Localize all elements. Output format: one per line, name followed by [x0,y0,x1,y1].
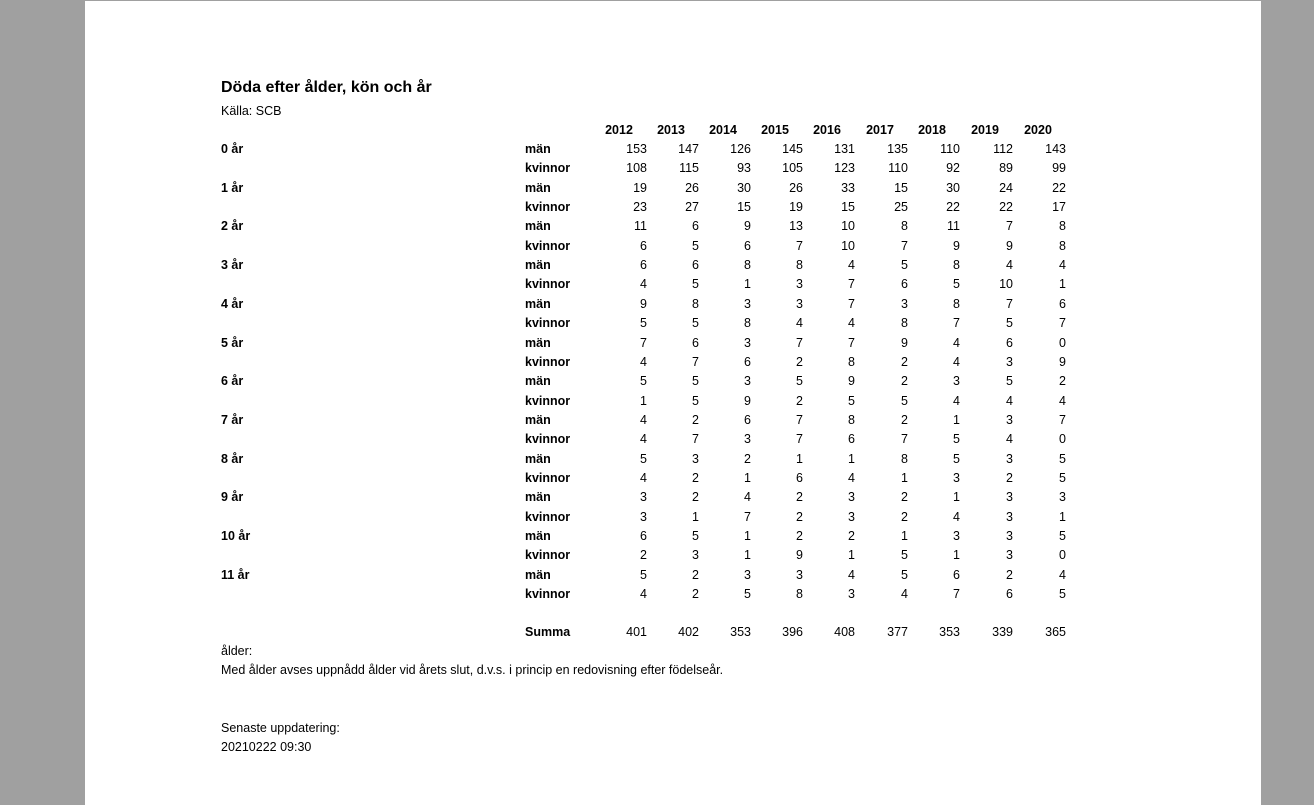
table-cell: 3 [848,490,855,504]
table-cell: 123 [834,161,855,175]
table-cell: 9 [640,297,647,311]
table-cell: 5 [640,452,647,466]
table-cell: 1 [901,471,908,485]
table-cell: 11 [634,219,647,233]
table-cell: 4 [640,277,647,291]
table-cell: 3 [744,432,751,446]
age-label: 5 år [221,336,244,350]
table-cell: 2 [796,529,803,543]
table-cell: 2 [848,529,855,543]
age-label: 1 år [221,181,244,195]
table-cell: 0 [1059,336,1066,350]
sex-label: kvinnor [525,587,571,601]
table-cell: 8 [901,316,908,330]
table-cell: 2 [796,394,803,408]
table-cell: 7 [848,297,855,311]
table-cell: 126 [730,142,751,156]
table-cell: 5 [901,258,908,272]
table-cell: 7 [953,587,960,601]
table-cell: 135 [887,142,908,156]
table-cell: 3 [953,529,960,543]
table-cell: 5 [692,239,699,253]
table-cell: 6 [1006,336,1013,350]
sex-label: kvinnor [525,200,571,214]
sex-label: män [525,219,551,233]
table-cell: 4 [640,432,647,446]
table-cell: 4 [640,413,647,427]
table-cell: 0 [1059,432,1066,446]
table-cell: 110 [940,142,960,156]
table-cell: 8 [1059,219,1066,233]
table-cell: 4 [848,316,855,330]
table-cell: 7 [796,413,803,427]
age-label: 0 år [221,142,244,156]
table-cell: 2 [1006,471,1013,485]
table-cell: 2 [796,355,803,369]
table-cell: 8 [901,452,908,466]
table-cell: 26 [789,181,803,195]
table-cell: 5 [692,316,699,330]
table-cell: 2 [901,355,908,369]
year-header: 2014 [709,123,737,137]
table-cell: 9 [848,374,855,388]
table-cell: 1 [848,452,855,466]
table-cell: 8 [692,297,699,311]
table-cell: 7 [1006,219,1013,233]
table-cell: 1 [901,529,908,543]
table-cell: 9 [953,239,960,253]
summa-cell: 396 [782,625,803,639]
table-cell: 1 [953,413,960,427]
table-cell: 3 [744,336,751,350]
table-cell: 7 [901,432,908,446]
table-cell: 2 [692,413,699,427]
table-cell: 3 [640,510,647,524]
table-cell: 4 [953,394,960,408]
sex-label: kvinnor [525,316,571,330]
table-cell: 6 [953,568,960,582]
updated-value: 20210222 09:30 [221,740,312,754]
table-cell: 5 [640,316,647,330]
age-label: 6 år [221,374,244,388]
table-cell: 153 [626,142,647,156]
table-cell: 1 [744,471,751,485]
sex-label: kvinnor [525,548,571,562]
table-cell: 3 [848,587,855,601]
table-cell: 115 [679,161,699,175]
sex-label: kvinnor [525,239,571,253]
table-cell: 6 [640,239,647,253]
table-cell: 0 [1059,548,1066,562]
table-cell: 5 [692,529,699,543]
table-cell: 1 [848,548,855,562]
table-cell: 2 [692,471,699,485]
table-cell: 3 [1006,529,1013,543]
table-cell: 4 [1059,258,1066,272]
table-cell: 5 [640,374,647,388]
table-cell: 8 [953,258,960,272]
sex-label: män [525,568,551,582]
updated-label: Senaste uppdatering: [221,721,340,735]
table-cell: 2 [901,490,908,504]
table-cell: 4 [901,587,908,601]
document-title: Döda efter ålder, kön och år [221,79,432,96]
table-cell: 19 [789,200,803,214]
table-cell: 3 [1006,510,1013,524]
age-label: 2 år [221,219,244,233]
table-cell: 6 [692,336,699,350]
table-cell: 2 [692,568,699,582]
table-cell: 22 [1052,181,1066,195]
table-cell: 3 [1006,452,1013,466]
table-cell: 5 [1059,529,1066,543]
table-cell: 5 [953,452,960,466]
summa-cell: 402 [678,625,699,639]
table-cell: 30 [737,181,751,195]
table-cell: 7 [796,432,803,446]
sex-label: män [525,336,551,350]
table-cell: 9 [744,219,751,233]
table-cell: 3 [796,297,803,311]
table-cell: 6 [744,413,751,427]
sex-label: kvinnor [525,510,571,524]
table-cell: 5 [692,394,699,408]
table-cell: 22 [999,200,1013,214]
sex-label: kvinnor [525,432,571,446]
table-cell: 8 [953,297,960,311]
table-cell: 7 [796,336,803,350]
year-header: 2016 [813,123,841,137]
summa-cell: 353 [939,625,960,639]
table-cell: 5 [796,374,803,388]
age-label: 8 år [221,452,244,466]
table-cell: 4 [953,510,960,524]
table-cell: 2 [744,452,751,466]
year-header: 2013 [657,123,685,137]
year-header: 2018 [918,123,946,137]
year-header: 2019 [971,123,999,137]
sex-label: män [525,297,551,311]
sex-label: kvinnor [525,471,571,485]
table-cell: 6 [1006,587,1013,601]
document-page [85,1,1261,805]
table-cell: 5 [953,432,960,446]
age-label: 3 år [221,258,244,272]
table-cell: 5 [901,548,908,562]
table-cell: 1 [744,277,751,291]
table-cell: 143 [1045,142,1066,156]
note-text: Med ålder avses uppnådd ålder vid årets slut, d.v.s. i princip en redovisning efter födelseår. [221,663,724,677]
table-cell: 92 [946,161,960,175]
table-cell: 7 [1059,413,1066,427]
sex-label: män [525,181,551,195]
table-cell: 30 [946,181,960,195]
table-cell: 15 [894,181,908,195]
table-cell: 7 [848,336,855,350]
table-cell: 4 [640,587,647,601]
table-cell: 110 [888,161,908,175]
table-cell: 15 [841,200,855,214]
table-cell: 1 [953,490,960,504]
table-cell: 6 [1059,297,1066,311]
summa-cell: 401 [626,625,647,639]
sex-label: kvinnor [525,355,571,369]
table-cell: 4 [640,471,647,485]
table-cell: 3 [953,374,960,388]
table-cell: 3 [640,490,647,504]
table-cell: 3 [796,568,803,582]
table-cell: 2 [1006,568,1013,582]
table-cell: 93 [737,161,751,175]
table-cell: 7 [796,239,803,253]
table-cell: 10 [841,219,855,233]
table-cell: 5 [692,277,699,291]
table-cell: 89 [999,161,1013,175]
table-cell: 10 [841,239,855,253]
table-cell: 9 [796,548,803,562]
table-cell: 5 [1059,471,1066,485]
table-cell: 2 [901,413,908,427]
table-cell: 5 [901,394,908,408]
sex-label: män [525,258,551,272]
table-cell: 4 [1059,394,1066,408]
table-cell: 2 [640,548,647,562]
age-label: 11 år [221,568,250,582]
summa-cell: 353 [730,625,751,639]
table-cell: 8 [1059,239,1066,253]
table-cell: 7 [953,316,960,330]
table-cell: 5 [953,277,960,291]
sex-label: män [525,374,551,388]
table-cell: 27 [685,200,699,214]
table-cell: 3 [1006,548,1013,562]
source-label: Källa: SCB [221,104,282,118]
table-cell: 3 [744,568,751,582]
table-cell: 147 [678,142,699,156]
table-cell: 3 [692,452,699,466]
table-cell: 4 [848,471,855,485]
table-cell: 8 [901,219,908,233]
table-cell: 4 [953,336,960,350]
table-cell: 25 [894,200,908,214]
table-cell: 8 [796,587,803,601]
table-cell: 3 [796,277,803,291]
age-label: 7 år [221,413,244,427]
table-cell: 6 [640,529,647,543]
summa-cell: 339 [992,625,1013,639]
table-cell: 7 [692,355,699,369]
table-cell: 8 [848,355,855,369]
year-header: 2017 [866,123,894,137]
table-cell: 5 [901,568,908,582]
table-cell: 5 [1059,587,1066,601]
table-cell: 6 [848,432,855,446]
table-cell: 4 [1006,258,1013,272]
table-cell: 11 [947,219,960,233]
table-cell: 4 [796,316,803,330]
table-cell: 8 [744,316,751,330]
age-label: 9 år [221,490,244,504]
table-cell: 5 [692,374,699,388]
table-cell: 3 [692,548,699,562]
table-cell: 1 [796,452,803,466]
age-label: 4 år [221,297,244,311]
table-cell: 9 [1059,355,1066,369]
table-cell: 3 [1059,490,1066,504]
note-label: ålder: [221,644,253,658]
table-cell: 4 [953,355,960,369]
table-cell: 3 [1006,355,1013,369]
table-cell: 5 [1006,374,1013,388]
summa-cell: 377 [887,625,908,639]
table-cell: 2 [796,510,803,524]
table-cell: 15 [737,200,751,214]
table-cell: 3 [1006,413,1013,427]
table-cell: 6 [692,258,699,272]
table-cell: 4 [1006,394,1013,408]
sex-label: kvinnor [525,394,571,408]
table-cell: 6 [744,239,751,253]
table-cell: 23 [633,200,647,214]
sex-label: män [525,142,551,156]
table-cell: 1 [953,548,960,562]
table-cell: 17 [1052,200,1066,214]
table-cell: 13 [789,219,803,233]
table-cell: 108 [626,161,647,175]
table-cell: 3 [901,297,908,311]
table-cell: 3 [744,297,751,311]
table-cell: 2 [692,490,699,504]
table-cell: 26 [685,181,699,195]
sex-label: män [525,529,551,543]
table-cell: 7 [901,239,908,253]
table-cell: 4 [848,258,855,272]
table-cell: 3 [848,510,855,524]
table-cell: 5 [1059,452,1066,466]
table-cell: 131 [834,142,855,156]
age-label: 10 år [221,529,251,543]
table-cell: 5 [1006,316,1013,330]
table-cell: 4 [848,568,855,582]
table-cell: 7 [1059,316,1066,330]
table-cell: 1 [744,529,751,543]
table-cell: 7 [744,510,751,524]
summa-cell: 365 [1045,625,1066,639]
table-cell: 6 [901,277,908,291]
table-cell: 145 [782,142,803,156]
table-cell: 2 [796,490,803,504]
table-cell: 8 [744,258,751,272]
sex-label: kvinnor [525,161,571,175]
table-cell: 19 [633,181,647,195]
table-cell: 1 [692,510,699,524]
sex-label: män [525,413,551,427]
table-cell: 1 [744,548,751,562]
table-cell: 112 [993,142,1013,156]
table-cell: 6 [640,258,647,272]
table-cell: 2 [692,587,699,601]
summa-label: Summa [525,625,571,639]
table-cell: 5 [744,587,751,601]
year-header: 2015 [761,123,789,137]
table-cell: 33 [841,181,855,195]
table-cell: 7 [848,277,855,291]
table-cell: 4 [640,355,647,369]
table-cell: 2 [901,510,908,524]
table-cell: 5 [640,568,647,582]
year-header: 2020 [1024,123,1052,137]
summa-cell: 408 [834,625,855,639]
table-cell: 3 [744,374,751,388]
sex-label: kvinnor [525,277,571,291]
table-cell: 7 [692,432,699,446]
table-cell: 4 [1059,568,1066,582]
table-cell: 24 [999,181,1013,195]
table-cell: 6 [692,219,699,233]
table-cell: 99 [1052,161,1066,175]
table-cell: 9 [1006,239,1013,253]
table-cell: 10 [999,277,1013,291]
table-cell: 1 [640,394,647,408]
table-cell: 1 [1059,510,1066,524]
year-header: 2012 [605,123,633,137]
table-cell: 105 [782,161,803,175]
table-cell: 2 [901,374,908,388]
table-cell: 8 [848,413,855,427]
table-cell: 6 [796,471,803,485]
sex-label: män [525,452,551,466]
table-cell: 22 [946,200,960,214]
table-cell: 4 [744,490,751,504]
table-cell: 1 [1059,277,1066,291]
table-cell: 5 [848,394,855,408]
table-cell: 3 [953,471,960,485]
table-cell: 7 [640,336,647,350]
table-cell: 3 [1006,490,1013,504]
table-cell: 2 [1059,374,1066,388]
table-cell: 4 [1006,432,1013,446]
table-cell: 9 [901,336,908,350]
table-cell: 8 [796,258,803,272]
sex-label: män [525,490,551,504]
table-cell: 6 [744,355,751,369]
table-cell: 7 [1006,297,1013,311]
table-cell: 9 [744,394,751,408]
